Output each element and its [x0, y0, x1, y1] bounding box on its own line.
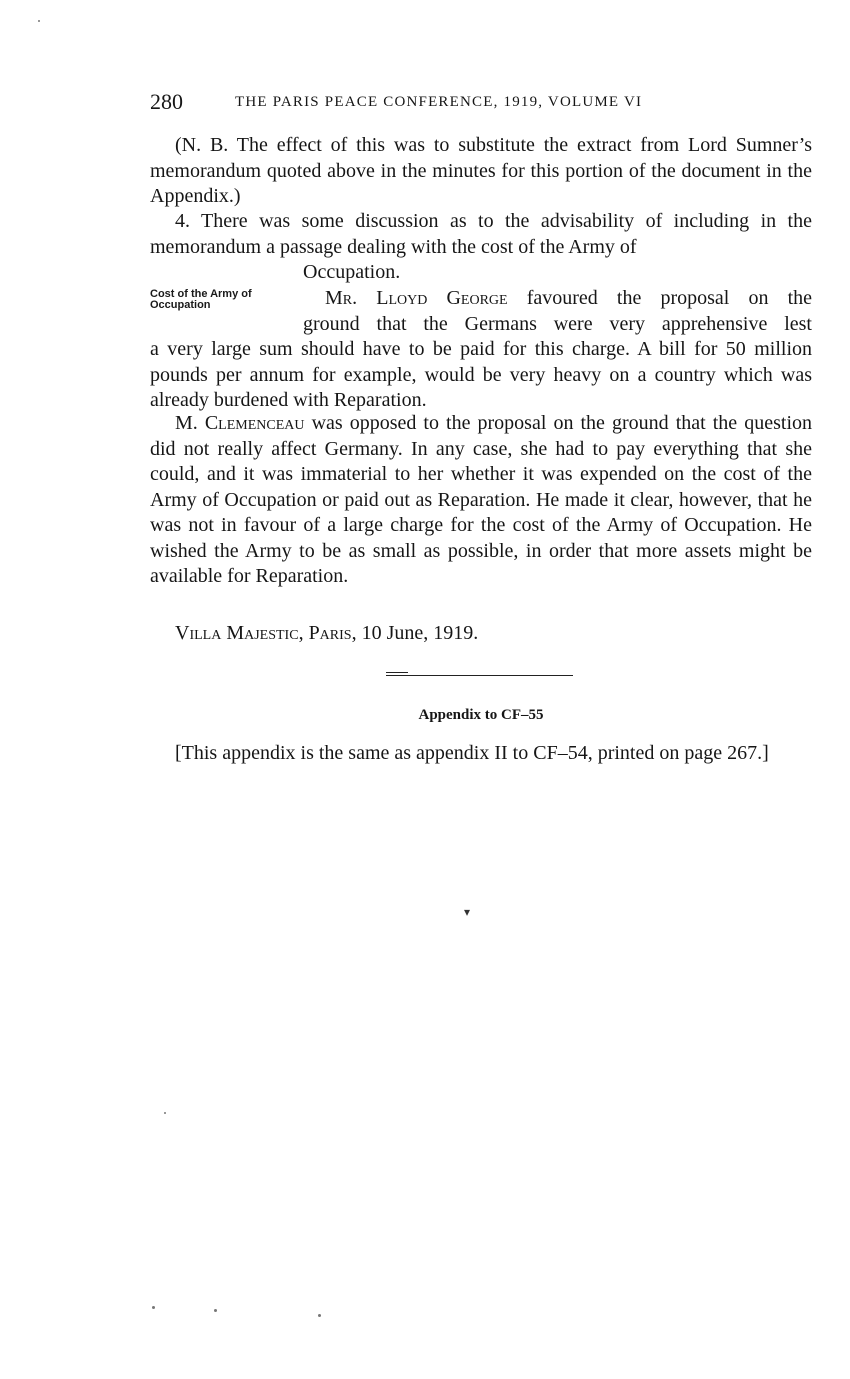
print-speck — [164, 1112, 166, 1114]
nb-note-text: (N. B. The effect of this was to substitute the extract from Lord Sumner’s memorandum quoted above in the minutes for this portion of the document in the Appendix.) — [150, 134, 812, 207]
page-header — [150, 88, 812, 118]
print-speck — [318, 1314, 321, 1317]
section-divider-dash — [386, 672, 408, 673]
print-speck: ▾ — [464, 905, 471, 919]
print-speck — [152, 1306, 155, 1309]
page-number: 280 — [150, 89, 183, 114]
signoff-date: , 10 June, 1919. — [351, 622, 479, 644]
signoff-line — [150, 621, 812, 647]
appendix-paragraph — [150, 741, 812, 767]
speaker-clemenceau: Clemenceau — [204, 412, 305, 434]
print-speck — [38, 20, 40, 22]
lloyd-george-rest-text: a very large sum should have to be paid for this charge. A bill for 50 million pounds per annum for example, would be very heavy on a country which was already burdened with Reparation. — [150, 338, 812, 411]
nb-note-paragraph — [150, 133, 812, 210]
clemenceau-text-block — [150, 411, 812, 590]
print-speck — [214, 1309, 217, 1312]
clemenceau-text: was opposed to the proposal on the ground that the question did not really affect Germany. In any case, she had to pay everything that she could, and it was immaterial to her whether it was expended on the cost of the Army of Occupation or paid out as Reparation. He made it clear, however, that he was not in favour of a large charge for the cost of the Army of Occupation. He wished the Army to be as small as possible, in order that more assets might be available for Reparation. — [150, 412, 812, 587]
appendix-text: [This appendix is the same as appendix II to CF–54, printed on page 267.] — [175, 742, 769, 764]
signoff-place-2: Paris — [308, 622, 352, 644]
clemenceau-paragraph — [150, 411, 812, 590]
speaker-lloyd-george: Mr. Lloyd George — [325, 287, 508, 309]
lloyd-george-opening — [303, 286, 812, 337]
signoff-place-1: Villa Majestic — [175, 622, 299, 644]
running-head: THE PARIS PEACE CONFERENCE, 1919, VOLUME VI — [235, 94, 643, 110]
lloyd-george-line-2: ground that the Germans were very apprehensive lest — [303, 312, 812, 335]
section-divider-rule — [386, 675, 573, 676]
clemenceau-prefix: M. — [175, 412, 205, 434]
signoff-separator: , — [298, 622, 309, 644]
lloyd-george-paragraph-rest — [150, 337, 812, 414]
signoff-text — [150, 621, 812, 647]
margin-side-note: Cost of the Army of Occupation — [150, 288, 252, 311]
appendix-title: Appendix to CF–55 — [418, 707, 544, 723]
lloyd-george-line-1 — [303, 286, 812, 312]
item-4-text: 4. There was some discussion as to the advisability of including in the memorandum a passage dealing with the cost of the Army of — [150, 210, 812, 258]
item-4-end: Occupation. — [303, 261, 401, 283]
lloyd-george-line-1-text: favoured the proposal on the — [507, 287, 812, 309]
item-4-paragraph — [150, 209, 812, 260]
